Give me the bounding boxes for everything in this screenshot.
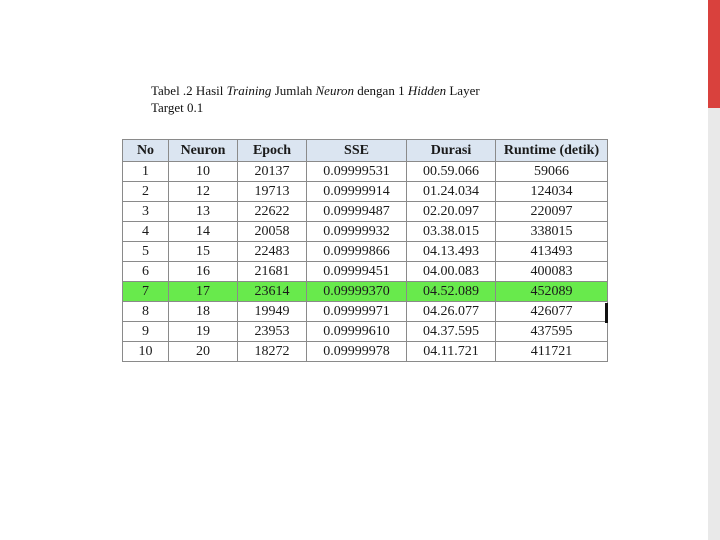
header-neuron: Neuron — [169, 140, 238, 162]
cell-neuron: 13 — [169, 202, 238, 222]
cell-epoch: 22483 — [238, 242, 307, 262]
cell-epoch: 19713 — [238, 182, 307, 202]
cell-epoch: 21681 — [238, 262, 307, 282]
cell-sse: 0.09999487 — [307, 202, 407, 222]
cell-durasi: 04.52.089 — [407, 282, 496, 302]
cell-neuron: 20 — [169, 342, 238, 362]
cell-no: 3 — [123, 202, 169, 222]
cell-durasi: 00.59.066 — [407, 162, 496, 182]
cell-no: 2 — [123, 182, 169, 202]
cell-neuron: 19 — [169, 322, 238, 342]
cell-durasi: 04.26.077 — [407, 302, 496, 322]
cell-sse: 0.09999451 — [307, 262, 407, 282]
table-edge-mark — [605, 303, 608, 323]
table-row — [123, 202, 608, 222]
cell-no: 5 — [123, 242, 169, 262]
caption-prefix: Tabel .2 Hasil — [151, 83, 227, 98]
cell-runtime: 59066 — [496, 162, 608, 182]
cell-runtime: 124034 — [496, 182, 608, 202]
table-row — [123, 242, 608, 262]
caption-neuron: Neuron — [315, 83, 355, 98]
cell-neuron: 17 — [169, 282, 238, 302]
cell-runtime: 437595 — [496, 322, 608, 342]
caption-line-2: Target 0.1 — [151, 100, 204, 115]
cell-epoch: 23953 — [238, 322, 307, 342]
cell-sse: 0.09999610 — [307, 322, 407, 342]
table-row-highlighted — [123, 282, 608, 302]
caption-line-1 — [151, 82, 480, 99]
table-caption — [151, 82, 480, 116]
cell-durasi: 04.00.083 — [407, 262, 496, 282]
header-runtime: Runtime (detik) — [496, 140, 608, 162]
cell-epoch: 19949 — [238, 302, 307, 322]
caption-training: Training — [226, 83, 272, 98]
header-epoch: Epoch — [238, 140, 307, 162]
table-row — [123, 222, 608, 242]
cell-durasi: 04.13.493 — [407, 242, 496, 262]
cell-epoch: 20137 — [238, 162, 307, 182]
cell-sse: 0.09999914 — [307, 182, 407, 202]
cell-runtime: 426077 — [496, 302, 608, 322]
cell-sse: 0.09999531 — [307, 162, 407, 182]
cell-durasi: 04.37.595 — [407, 322, 496, 342]
cell-neuron: 16 — [169, 262, 238, 282]
cell-runtime: 411721 — [496, 342, 608, 362]
cell-runtime: 220097 — [496, 202, 608, 222]
header-sse: SSE — [307, 140, 407, 162]
header-no: No — [123, 140, 169, 162]
slide-accent-bar — [708, 0, 720, 108]
results-table-container — [122, 139, 607, 362]
cell-no: 7 — [123, 282, 169, 302]
cell-no: 1 — [123, 162, 169, 182]
caption-hidden: Hidden — [407, 83, 447, 98]
cell-sse: 0.09999978 — [307, 342, 407, 362]
table-header-row — [123, 140, 608, 162]
cell-sse: 0.09999370 — [307, 282, 407, 302]
cell-neuron: 12 — [169, 182, 238, 202]
cell-durasi: 03.38.015 — [407, 222, 496, 242]
cell-no: 4 — [123, 222, 169, 242]
cell-runtime: 400083 — [496, 262, 608, 282]
results-table — [122, 139, 608, 362]
cell-sse: 0.09999971 — [307, 302, 407, 322]
table-row — [123, 182, 608, 202]
cell-epoch: 18272 — [238, 342, 307, 362]
table-row — [123, 302, 608, 322]
cell-runtime: 338015 — [496, 222, 608, 242]
table-row — [123, 322, 608, 342]
table-row — [123, 262, 608, 282]
cell-sse: 0.09999866 — [307, 242, 407, 262]
cell-epoch: 20058 — [238, 222, 307, 242]
cell-epoch: 22622 — [238, 202, 307, 222]
table-row — [123, 342, 608, 362]
cell-no: 8 — [123, 302, 169, 322]
cell-neuron: 15 — [169, 242, 238, 262]
cell-neuron: 18 — [169, 302, 238, 322]
cell-durasi: 02.20.097 — [407, 202, 496, 222]
caption-mid2: dengan 1 — [354, 83, 408, 98]
cell-runtime: 413493 — [496, 242, 608, 262]
cell-neuron: 10 — [169, 162, 238, 182]
cell-epoch: 23614 — [238, 282, 307, 302]
cell-no: 10 — [123, 342, 169, 362]
slide-side-strip — [708, 108, 720, 540]
cell-neuron: 14 — [169, 222, 238, 242]
cell-no: 9 — [123, 322, 169, 342]
cell-sse: 0.09999932 — [307, 222, 407, 242]
cell-durasi: 01.24.034 — [407, 182, 496, 202]
header-durasi: Durasi — [407, 140, 496, 162]
cell-no: 6 — [123, 262, 169, 282]
cell-durasi: 04.11.721 — [407, 342, 496, 362]
caption-suffix: Layer — [446, 83, 480, 98]
cell-runtime: 452089 — [496, 282, 608, 302]
table-row — [123, 162, 608, 182]
caption-mid: Jumlah — [271, 83, 316, 98]
